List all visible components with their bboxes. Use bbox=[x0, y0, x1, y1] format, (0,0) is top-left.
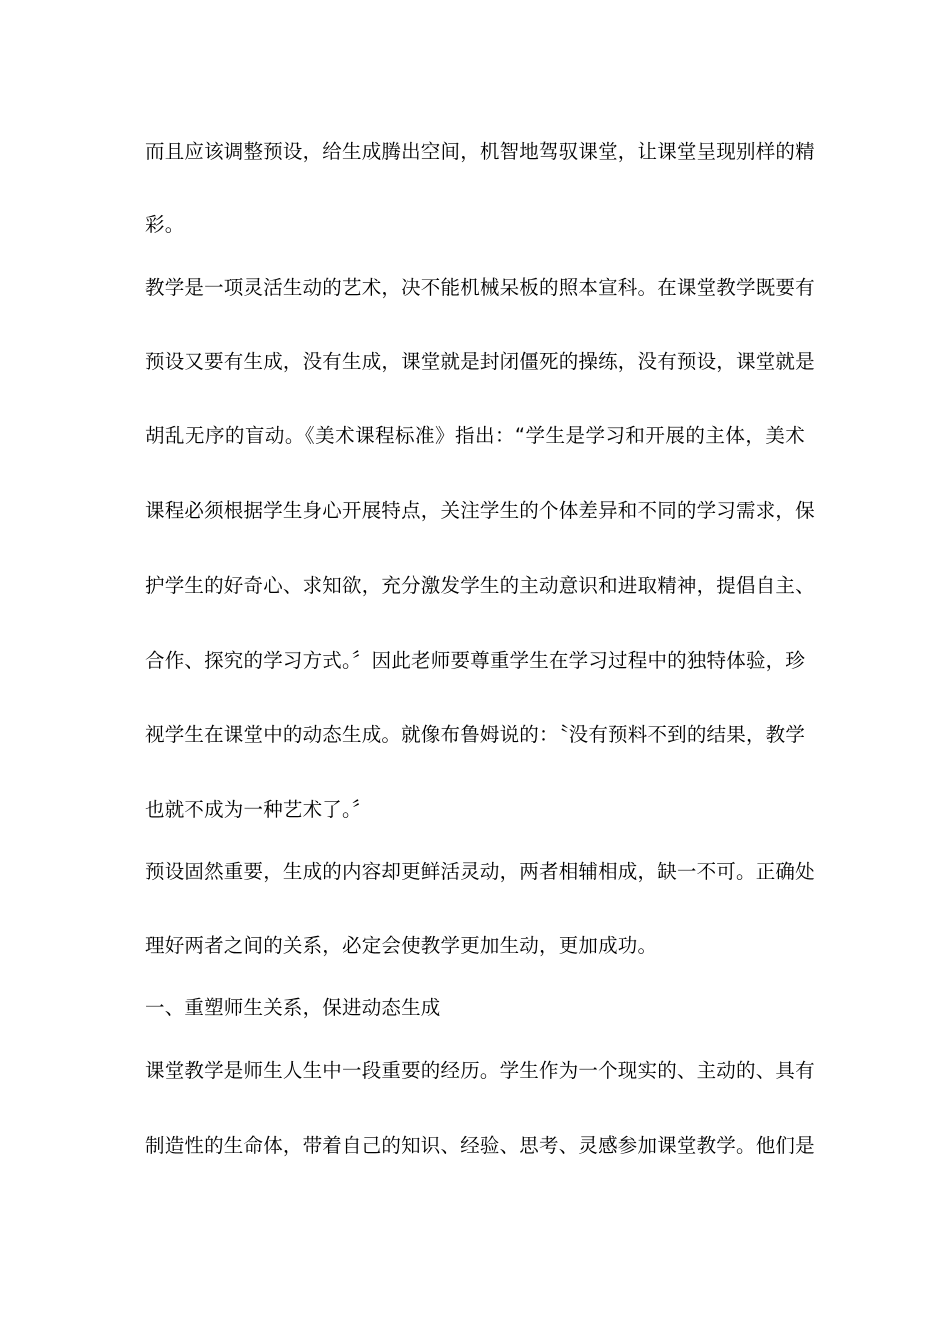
text-line-10: 也就不成为一种艺术了。〞 bbox=[145, 798, 372, 821]
text-line-4: 预设又要有生成，没有生成，课堂就是封闭僵死的操练，没有预设，课堂就是 bbox=[145, 350, 815, 373]
text-line-12: 理好两者之间的关系，必定会使教学更加生动，更加成功。 bbox=[145, 934, 658, 957]
text-line-8: 合作、探究的学习方式。〞因此老师要尊重学生在学习过程中的独特体验，珍 bbox=[145, 649, 806, 672]
text-line-5: 胡乱无序的盲动。《美术课程标准》指出：“学生是学习和开展的主体，美术 bbox=[145, 424, 805, 447]
text-line-9: 视学生在课堂中的动态生成。就像布鲁姆说的：〝没有预料不到的结果，教学 bbox=[145, 723, 806, 746]
text-line-11: 预设固然重要，生成的内容却更鲜活灵动，两者相辅相成，缺一不可。正确处 bbox=[145, 860, 815, 883]
text-line-7: 护学生的好奇心、求知欲，充分激发学生的主动意识和进取精神，提倡自主、 bbox=[145, 574, 815, 597]
section-heading: 一、重塑师生关系，保进动态生成 bbox=[145, 996, 441, 1019]
text-line-14: 课堂教学是师生人生中一段重要的经历。学生作为一个现实的、主动的、具有 bbox=[145, 1059, 815, 1082]
text-line-3: 教学是一项灵活生动的艺术，决不能机械呆板的照本宣科。在课堂教学既要有 bbox=[145, 276, 815, 299]
text-line-6: 课程必须根据学生身心开展特点，关注学生的个体差异和不同的学习需求，保 bbox=[145, 499, 815, 522]
text-line-1: 而且应该调整预设，给生成腾出空间，机智地驾驭课堂，让课堂呈现别样的精 bbox=[145, 140, 815, 163]
text-line-2: 彩。 bbox=[145, 213, 185, 236]
text-line-15: 制造性的生命体，带着自己的知识、经验、思考、灵感参加课堂教学。他们是 bbox=[145, 1134, 815, 1157]
